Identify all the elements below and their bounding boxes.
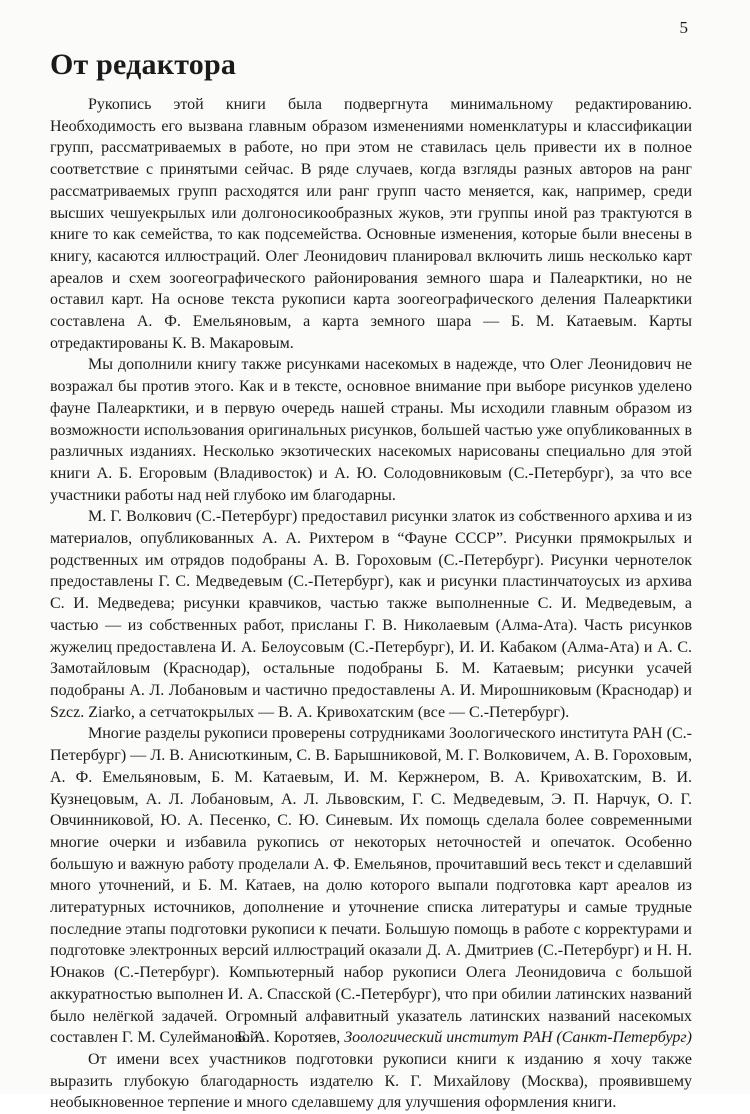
page-title: От редактора	[50, 48, 237, 81]
paragraph-2: Мы дополнили книгу также рисунками насекомых в надежде, что Олег Леонидович не возражал бы против этого. Как и в тексте, основное внимание при выборе рисунков уделено фауне Палеарктики, и в первую очередь нашей страны. Мы исходили главным образом из возможности использования оригинальных рисунков, большей частью уже опубликованных в различных изданиях. Несколько экзотических насекомых нарисованы специально для этой книги А. Б. Егоровым (Владивосток) и А. Ю. Солодовниковым (С.-Петербург), за что все участники работы над ней глубоко им благодарны.	[50, 356, 692, 504]
paragraph-4: Многие разделы рукописи проверены сотрудниками Зоологического института РАН (С.-Петербург) — Л. В. Анисюткиным, С. В. Барышниковой, М. Г. Волковичем, А. В. Гороховым, А. Ф. Емельяновым, Б. М. Катаевым, И. М. Кержнером, В. А. Кривохатским, В. И. Кузнецовым, А. Л. Лобановым, А. Л. Львовским, Г. С. Медведевым, Э. П. Нарчук, О. Г. Овчинниковой, Ю. А. Песенко, С. Ю. Синевым. Их помощь сделала более современными многие очерки и избавила рукопись от некоторых неточностей и опечаток. Особенно большую и важную работу проделали А. Ф. Емельянов, прочитавший весь текст и сделавший много уточнений, и Б. М. Катаев, на долю которого выпали подготовка карт ареалов из литературных источников, дополнение и уточнение списка литературы и самые трудные последние этапы подготовки рукописи к печати. Большую помощь в работе с корректурами и подготовке электронных версий иллюстраций оказали Д. А. Дмитриев (С.-Петербург) и Н. Н. Юнаков (С.-Петербург). Компьютерный набор рукописи Олега Леонидовича с большой аккуратностью выполнен И. А. Спасской (С.-Петербург), что при обилии латинских названий было нелёгкой задачей. Огромный алфавитный указатель латинских названий насекомых составлен Г. М. Сулеймановой.	[50, 725, 692, 1047]
body-text	[50, 94, 692, 1114]
page-number: 5	[679, 18, 688, 37]
signature	[237, 1029, 692, 1047]
signature-name: Б. А. Коротяев,	[237, 1029, 341, 1046]
paragraph-1: Рукопись этой книги была подвергнута минимальному редактированию. Необходимость его вызвана главным образом изменениями номенклатуры и классификации групп, рассматриваемых в работе, но при этом не ставилась цель привести их в полное соответствие с принятыми сейчас. В ряде случаев, когда взгляды разных авторов на ранг рассматриваемых групп расходятся или ранг групп часто меняется, как, например, среди высших чешуекрылых или долгоносикообразных жуков, эти группы иной раз трактуются в книге то как семейства, то как подсемейства. Основные изменения, которые были внесены в книгу, касаются иллюстраций. Олег Леонидович планировал включить лишь несколько карт ареалов и схем зоогеографического районирования земного шара и Палеарктики, но не оставил карт. На основе текста рукописи карта зоогеографического деления Палеарктики составлена А. Ф. Емельяновым, а карта земного шара — Б. М. Катаевым. Карты отредактированы К. В. Макаровым.	[50, 96, 692, 352]
paragraph-3: М. Г. Волкович (С.-Петербург) предоставил рисунки златок из собственного архива и из материалов, опубликованных А. А. Рихтером в “Фауне СССР”. Рисунки прямокрылых и родственных им отрядов подобраны А. В. Гороховым (С.-Петербург). Рисунки чернотелок предоставлены Г. С. Медведевым (С.-Петербург), как и рисунки пластинчатоусых из архива С. И. Медведева; рисунки кравчиков, частью также выполненные С. И. Медведевым, а частью — из собственных работ, присланы Г. В. Николаевым (Алма-Ата). Часть рисунков жужелиц предоставлена И. А. Белоусовым (С.-Петербург), И. И. Кабаком (Алма-Ата) и А. С. Замотайловым (Краснодар), остальные подобраны Б. М. Катаевым; рисунки усачей подобраны А. Л. Лобановым и частично предоставлены А. И. Мирошниковым (Краснодар) и Szcz. Ziarko, а сетчатокрылых — В. А. Кривохатским (все — С.-Петербург).	[50, 508, 692, 721]
signature-affiliation: Зоологический институт РАН (Санкт-Петербург)	[344, 1029, 692, 1046]
paragraph-5: От имени всех участников подготовки рукописи книги к изданию я хочу также выразить глубокую благодарность издателю К. Г. Михайлову (Москва), проявившему необыкновенное терпение и много сделавшему для улучшения оформления книги.	[50, 1050, 692, 1112]
